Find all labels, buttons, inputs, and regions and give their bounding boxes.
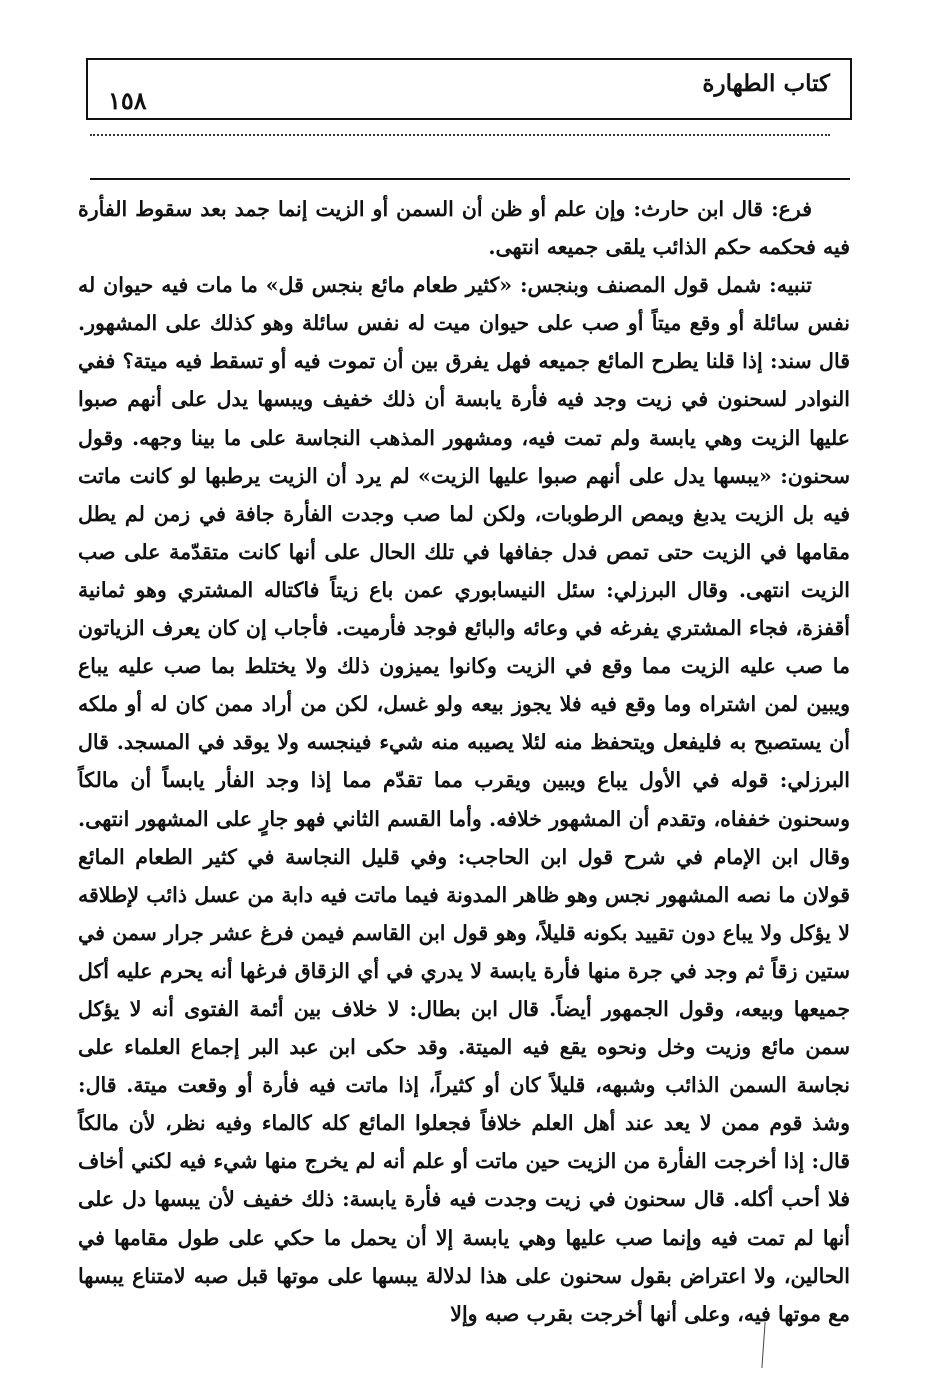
running-header bbox=[86, 58, 852, 120]
header-title: كتاب الطهارة bbox=[702, 70, 830, 97]
page-number: ١٥٨ bbox=[108, 86, 147, 115]
dotted-divider bbox=[90, 134, 830, 136]
solid-divider bbox=[90, 178, 850, 180]
body-text bbox=[78, 190, 850, 1333]
paragraph-tanbih: تنبيه: شمل قول المصنف وبنجس: «كثير طعام مائع بنجس قل» ما مات فيه حيوان له نفس سائلة أو وقع ميتاً أو صب على حيوان ميت له نفس سائلة وهو كذلك على المشهور. قال سند: إذا قلنا يطرح المائع جميعه فهل يفرق بين أن تموت فيه أو تسقط فيه ميتة؟ ففي النوادر لسحنون في زيت وجد فيه فأرة يابسة أن ذلك خفيف ويبسها يدل على أنهم صبوا عليها الزيت وهي يابسة ولم تمت فيه، ومشهور المذهب النجاسة على ما بينا وجهه. وقول سحنون: «يبسها يدل على أنهم صبوا عليها الزيت» لم يرد أن الزيت يرطبها لو كانت ماتت فيه بل الزيت يدبغ ويمص الرطوبات، ولكن لما صب وجدت الفأرة جافة في زمن لم يطل مقامها في الزيت حتى تمص فدل جفافها في تلك الحال على أنها كانت متقدّمة على صب الزيت انتهى. وقال البرزلي: سئل النيسابوري عمن باع زيتاً فاكتاله المشتري وهو ثمانية أقفزة، فجاء المشتري يفرغه في وعائه والبائع فوجد فأرميت. فأجاب إن كان يعرف الزياتون ما صب عليه الزيت مما وقع في الزيت وكانوا يميزون ذلك ولا يختلط بما صب عليه يباع ويبين لمن اشتراه وما وقع فيه فلا يجوز بيعه ولو غسل، لكن من أراد ممن كان له أو ملكه أن يستصبح به فليفعل ويتحفظ منه لئلا يصيبه منه شيء فينجسه ولا يوقد في المسجد. قال البرزلي: قوله في الأول يباع ويبين ويقرب مما تقدّم مما إذا وجد الفأر يابساً أن مالكاً وسحنون خففاه، وتقدم أن المشهور خلافه. وأما القسم الثاني فهو جارٍ على المشهور انتهى. وقال ابن الإمام في شرح قول ابن الحاجب: وفي قليل النجاسة في كثير الطعام المائع قولان ما نصه المشهور نجس وهو ظاهر المدونة فيما ماتت فيه دابة من عسل ذائب لإطلاقه لا يؤكل ولا يباع دون تقييد بكونه قليلاً، وهو قول ابن القاسم فيمن فرغ عشر جرار سمن في ستين زقاً ثم وجد في جرة منها فأرة يابسة لا يدري في أي الزقاق فرغها أنه يحرم عليه أكل جميعها وبيعه، وقول الجمهور أيضاً. قال ابن بطال: لا خلاف بين أئمة الفتوى أنه لا يؤكل سمن مائع وزيت وخل ونحوه يقع فيه الميتة. وقد حكى ابن عبد البر إجماع العلماء على نجاسة السمن الذائب وشبهه، قليلاً كان أو كثيراً، إذا ماتت فيه فأرة أو وقعت ميتة. قال: وشذ قوم ممن لا يعد عند أهل العلم خلافاً فجعلوا المائع كله كالماء وفيه نظر، لأن مالكاً قال: إذا أخرجت الفأرة من الزيت حين ماتت أو علم أنه لم يخرج منها شيء فيه لكني أخاف فلا أحب أكله. قال سحنون في زيت وجدت فيه فأرة يابسة: ذلك خفيف لأن يبسها دل على أنها لم تمت فيه وإنما صب عليها وهي يابسة إلا أن يحمل ما حكي على طول مقامها في الحالين، ولا اعتراض بقول سحنون على هذا لدلالة يبسها على موتها قبل صبه لامتناع يبسها مع موتها فيه، وعلى أنها أخرجت بقرب صبه وإلا bbox=[78, 273, 850, 1326]
paragraph-far: فرع: قال ابن حارث: وإن علم أو ظن أن السمن أو الزيت إنما جمد بعد سقوط الفأرة فيه فحكمه حكم الذائب يلقى جميعه انتهى. bbox=[78, 197, 850, 260]
